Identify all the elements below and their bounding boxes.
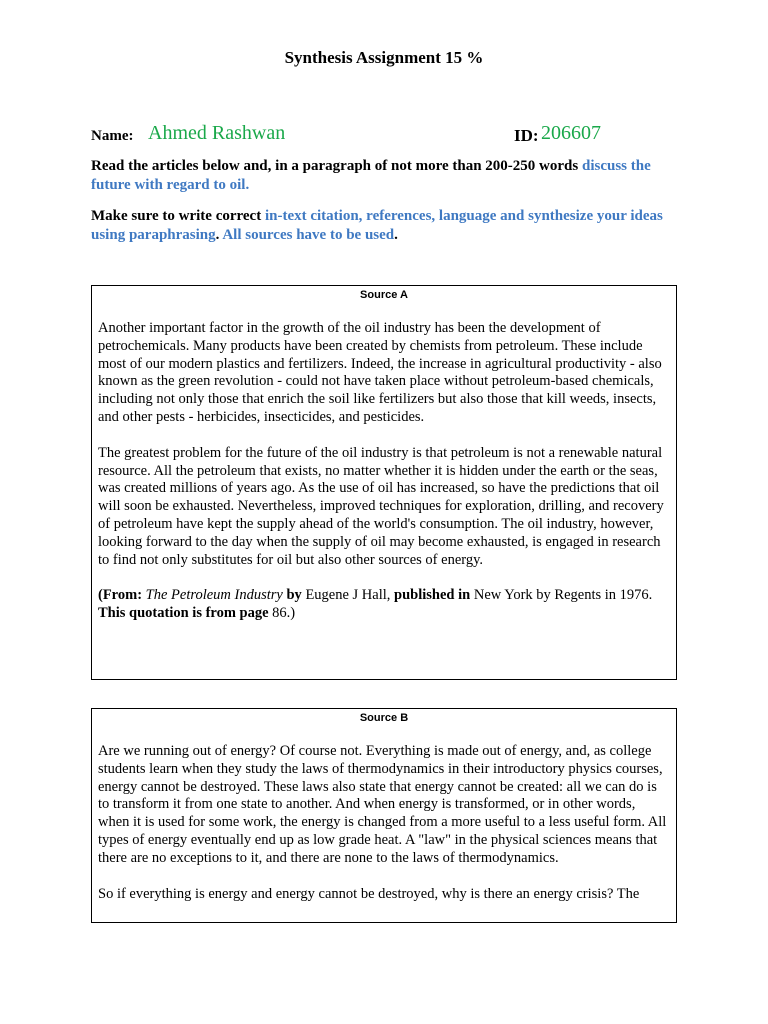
- instruction-1-text: Read the articles below and, in a paragraph of not more than 200-250 words: [91, 158, 582, 174]
- source-a-paragraph-2: The greatest problem for the future of the oil industry is that petroleum is not a renewable natural resource. All the petroleum that exists, no matter whether it is hidden under the earth or the seas, was created millions of years ago. As the use of oil has increased, so have the predictions that oil will soon be exhausted. Nevertheless, improved techniques for exploration, drilling, and recovery of petroleum have kept the supply ahead of the world's consumption. The oil industry, however, looking forward to the day when the supply of oil may become exhausted, is engaged in research to find not only substitutes for oil but also other sources of energy.: [98, 444, 664, 568]
- citation-published-label: published in: [394, 587, 471, 604]
- instruction-2-highlight-2: All sources have to be used: [222, 227, 395, 243]
- source-b-title: Source B: [359, 712, 409, 724]
- instruction-paragraph-2: [91, 207, 681, 245]
- student-id: 206607: [541, 122, 601, 144]
- source-a-body: [92, 320, 676, 623]
- citation-author: Eugene J Hall,: [305, 587, 391, 604]
- id-label: ID:: [514, 126, 539, 145]
- instruction-2-highlight-1: in-text citation, references, language and synthesize your ideas using paraphrasing: [91, 208, 663, 243]
- citation-book-title: The Petroleum Industry: [145, 587, 283, 604]
- instruction-2-text: Make sure to write correct: [91, 208, 265, 224]
- source-a-citation: [98, 587, 670, 623]
- page-title: Synthesis Assignment 15 %: [284, 48, 484, 67]
- source-a-title: Source A: [360, 289, 408, 301]
- instruction-2-suffix: .: [394, 227, 398, 243]
- instruction-paragraph-1: [91, 157, 681, 195]
- citation-by-label: by: [286, 587, 302, 604]
- instruction-1-suffix: .: [245, 177, 250, 193]
- student-info-row: [91, 122, 691, 152]
- source-a-box: [91, 285, 677, 680]
- source-b-box: [91, 708, 677, 923]
- name-label: Name:: [91, 128, 134, 144]
- source-b-paragraph-2: So if everything is energy and energy cannot be destroyed, why is there an energy crisis? The: [98, 885, 640, 902]
- source-a-paragraph-1: Another important factor in the growth of the oil industry has been the development of petrochemicals. Many products have been created by chemists from petroleum. These include most of our modern plastics and fertilizers. Indeed, the increase in agricultural productivity - also known as the green revolution - could not have taken place without petroleum-based chemicals, including not only those that enrich the soil like fertilizers but also those that kill weeds, insects, and other pests - herbicides, insecticides, and pesticides.: [98, 320, 662, 425]
- source-b-body: [92, 743, 676, 903]
- instruction-1-highlight: discuss the future with regard to oil: [91, 158, 651, 193]
- citation-page-label: This quotation is from page: [98, 605, 269, 622]
- student-name: Ahmed Rashwan: [148, 122, 286, 144]
- citation-from-label: (From:: [98, 587, 143, 604]
- source-b-paragraph-1: Are we running out of energy? Of course not. Everything is made out of energy, and, as college students learn when they study the laws of thermodynamics in their introductory physics courses, energy cannot be destroyed. These laws also state that energy cannot be created: all we can do is to transform it from one state to another. And when energy is transformed, or in other words, when it is used for some work, the energy is changed from a more useful to a less useful form. All types of energy eventually end up as low grade heat. A "law" in the physical sciences means that there are no exceptions to it, and there are none to the laws of thermodynamics.: [98, 743, 667, 866]
- citation-page: 86.): [272, 605, 296, 622]
- citation-place: New York by Regents in 1976.: [473, 587, 653, 604]
- instruction-2-mid: .: [215, 227, 223, 243]
